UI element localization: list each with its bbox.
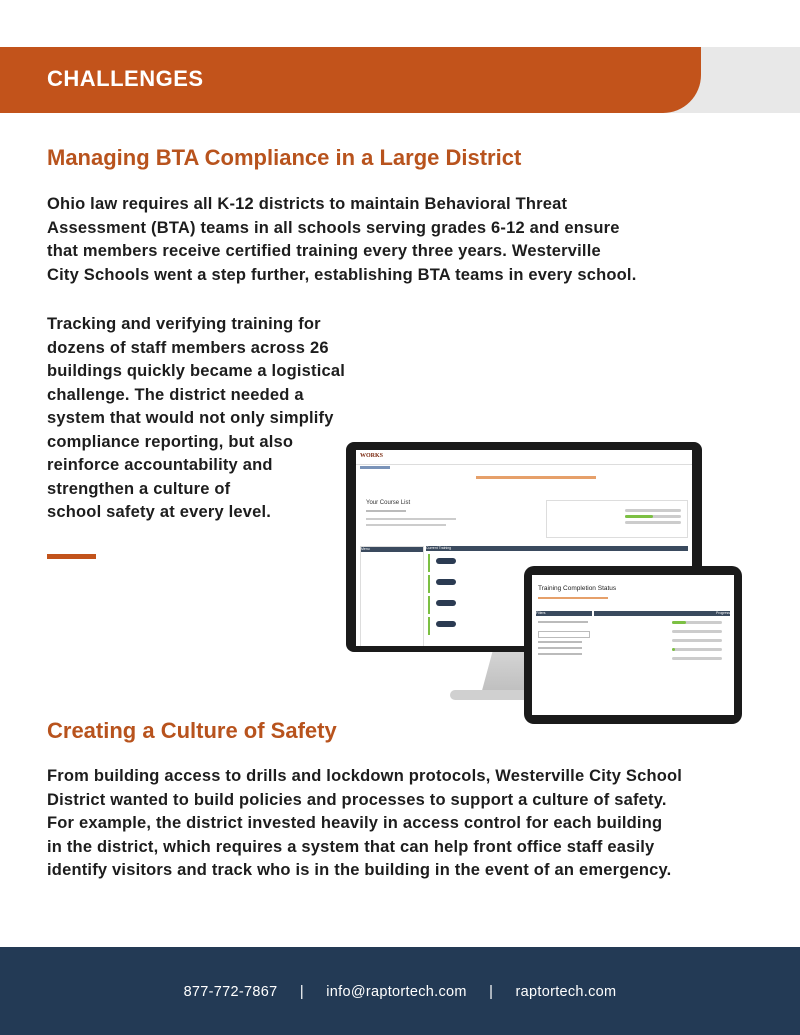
progress-bar-track [625,521,681,524]
text-line: From building access to drills and lockdown protocols, Westerville City School [47,767,683,785]
text-line: Tracking and verifying training for [47,315,321,333]
text-line: dozens of staff members across 26 [47,338,329,357]
training-tab-header: Current Training [426,546,688,551]
start-button[interactable] [436,558,456,564]
text-placeholder [366,510,406,512]
text-line: Assessment (BTA) teams in all schools serving grades 6-12 and ensure [47,218,620,237]
text-placeholder [366,524,446,526]
text-line: buildings quickly became a logistical [47,362,346,380]
screen-divider [356,464,692,465]
text-line: that members receive certified training every three years. Westerville [47,242,601,260]
text-line: For example, the district invested heavily in access control for each building [47,814,663,832]
progress-bar-fill [672,648,675,651]
row-marker [428,554,430,572]
text-line: in the district, which requires a system that can help front office staff easily [47,837,655,856]
footer-phone[interactable]: 877-772-7867 [183,984,278,1000]
side-menu [360,546,424,646]
training-status-title: Training Completion Status [538,585,617,592]
progress-bar-track [672,657,722,660]
tablet-mockup [524,566,742,724]
filters-header: Filters [536,611,592,616]
breadcrumb [360,466,390,469]
progress-bar-track [672,630,722,633]
start-button[interactable] [436,600,456,606]
text-line: reinforce accountability and [47,456,273,474]
footer-separator: | [299,984,304,1000]
text-line: system that would not only simplify [47,409,334,427]
text-line: challenge. The district needed a [47,385,304,404]
row-marker [428,617,430,635]
progress-bar-track [672,648,722,651]
text-line: District wanted to build policies and processes to support a culture of safety. [47,790,667,809]
start-button[interactable] [436,579,456,585]
text-line: school safety at every level. [47,503,272,521]
text-line: identify visitors and track who is in the building in the event of an emergency. [47,861,672,879]
progress-bar-track [625,509,681,512]
accent-divider [47,554,96,559]
banner-title: CHALLENGES [47,66,204,91]
row-marker [428,596,430,614]
filter-item [538,621,588,623]
menu-header: Menu [361,547,423,552]
section-heading-safety: Creating a Culture of Safety [47,718,337,743]
filter-links [538,597,608,599]
notice-bar [476,476,596,479]
app-logo: WORKS [360,453,384,459]
text-line: City Schools went a step further, establishing BTA teams in every school. [47,265,637,284]
section-heading-compliance: Managing BTA Compliance in a Large District [47,145,522,170]
progress-bar-fill [625,515,653,518]
tablet-screen [532,575,734,715]
row-marker [428,575,430,593]
text-line: compliance reporting, but also [47,432,294,451]
filter-item [538,641,582,643]
text-line: strengthen a culture of [47,479,231,498]
progress-header: Progress [594,611,730,616]
footer-email[interactable]: info@raptortech.com [326,984,467,1000]
paragraph-safety [47,765,682,883]
footer-separator: | [489,984,494,1000]
text-placeholder [366,518,456,520]
paragraph-tracking [47,313,345,525]
paragraph-ohio-law [47,193,637,287]
text-line: Ohio law requires all K-12 districts to maintain Behavioral Threat [47,195,568,213]
footer-contact [0,984,800,1000]
course-list-title: Your Course List [366,500,411,506]
start-button[interactable] [436,621,456,627]
status-panel [546,500,688,538]
footer-website[interactable]: raptortech.com [515,984,617,1000]
filter-item [538,653,582,655]
filter-item [538,647,582,649]
progress-bar-fill [672,621,686,624]
filter-select[interactable] [538,631,590,638]
page-top-margin [0,0,800,47]
progress-bar-track [672,639,722,642]
